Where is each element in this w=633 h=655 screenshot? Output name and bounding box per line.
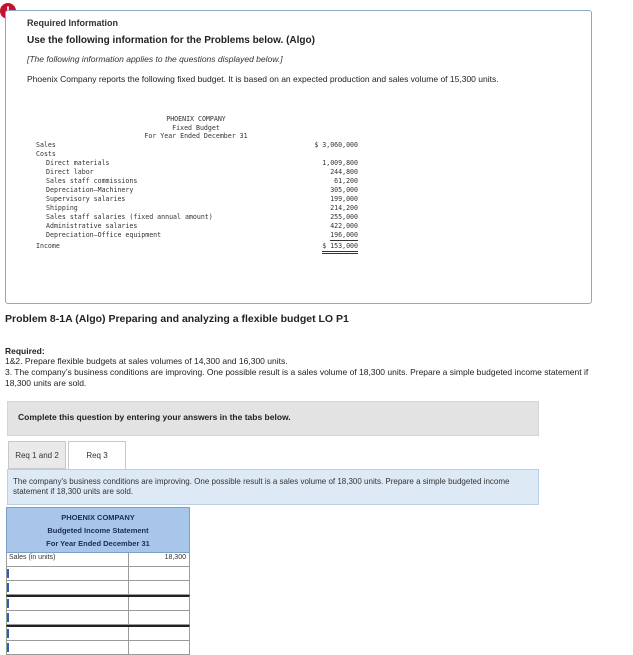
info-heading: Required Information: [27, 18, 119, 28]
budget-row: [36, 159, 366, 168]
statement-label-cell: [7, 581, 129, 594]
statement-input-row: [6, 641, 190, 655]
statement-value-cell: [129, 567, 189, 580]
budget-value: $ 3,060,000: [314, 140, 358, 149]
budget-value: 305,000: [330, 185, 358, 194]
tab-panel-text: The company's business conditions are improving. One possible result is a sales volume of 18,300 units. Prepare a simple budgeted income statement if 18,300 units are sold.: [13, 477, 510, 496]
statement-amount-input[interactable]: [129, 567, 189, 580]
budget-row-sales: [36, 141, 366, 150]
budget-value: 244,800: [330, 167, 358, 176]
budget-row-costs: [36, 150, 366, 159]
instructions-bar: [7, 401, 539, 436]
budget-value: $ 153,000: [322, 242, 358, 254]
budget-value: 61,200: [334, 176, 358, 185]
budget-row: [36, 195, 366, 204]
statement-value-cell: [129, 597, 189, 610]
budget-value: 1,009,800: [322, 158, 358, 167]
statement-label-cell: [7, 597, 129, 610]
budget-row-income: [36, 242, 366, 251]
statement-label-cell: [7, 641, 129, 654]
statement-value-cell: [129, 553, 189, 566]
budget-title: Fixed Budget: [172, 123, 220, 132]
statement-label-cell: [7, 627, 129, 640]
budget-label: Income: [36, 241, 60, 250]
info-note: [The following information applies to the questions displayed below.]: [27, 54, 283, 64]
budget-row: [36, 204, 366, 213]
budget-value: 255,000: [330, 212, 358, 221]
statement-input-row: [6, 611, 190, 625]
budgeted-income-statement: [6, 507, 190, 655]
budget-label: Depreciation—Machinery: [46, 185, 134, 194]
statement-title: Budgeted Income Statement: [47, 526, 149, 535]
budget-value: 199,000: [330, 194, 358, 203]
requirement-1-2: 1&2. Prepare flexible budgets at sales volumes of 14,300 and 16,300 units.: [5, 356, 288, 366]
sales-units-value: 18,300: [164, 554, 186, 561]
statement-label-cell: [7, 567, 129, 580]
budget-value: 196,000: [330, 230, 358, 239]
statement-header: [6, 507, 190, 553]
budget-company: PHOENIX COMPANY: [166, 115, 226, 123]
statement-input-row: [6, 567, 190, 581]
statement-amount-input[interactable]: [129, 641, 189, 654]
statement-value-cell: [129, 581, 189, 594]
statement-label-input[interactable]: [7, 627, 128, 640]
budget-label: Depreciation—Office equipment: [46, 230, 162, 239]
fixed-budget-table: [36, 115, 366, 251]
statement-label-input[interactable]: [7, 641, 128, 654]
statement-amount-input[interactable]: [129, 581, 189, 594]
budget-label: Sales staff salaries (fixed annual amount): [46, 212, 213, 221]
statement-amount-input[interactable]: [129, 597, 189, 610]
instructions-text: Complete this question by entering your answers in the tabs below.: [18, 412, 291, 422]
statement-value-cell: [129, 611, 189, 624]
statement-amount-input[interactable]: [129, 627, 189, 640]
statement-value-cell: [129, 641, 189, 654]
budget-period: For Year Ended December 31: [144, 132, 248, 140]
statement-input-row: [6, 581, 190, 595]
requirement-3: 3. The company’s business conditions are improving. One possible result is a sales volume of 18,300 units. Prepare a simple budgeted income statement if 18,300 units are sold.: [5, 367, 589, 388]
tab-panel-description: [7, 469, 539, 505]
budget-label: Direct materials: [46, 158, 110, 167]
statement-label-cell: [7, 611, 129, 624]
statement-label-cell: [7, 553, 129, 566]
statement-label-input[interactable]: [7, 581, 128, 594]
statement-label-input[interactable]: [7, 597, 128, 610]
statement-value-cell: [129, 627, 189, 640]
statement-company: PHOENIX COMPANY: [61, 513, 135, 522]
statement-amount-input[interactable]: [129, 611, 189, 624]
budget-row: [36, 186, 366, 195]
budget-label: Costs: [36, 149, 56, 158]
sales-units-label: Sales (in units): [9, 554, 56, 561]
info-paragraph: Phoenix Company reports the following fixed budget. It is based on an expected production and sales volume of 15,300 units.: [27, 74, 499, 84]
tab-req-1-and-2[interactable]: Req 1 and 2: [8, 441, 66, 469]
required-label: Required:: [5, 346, 45, 356]
budget-row: [36, 168, 366, 177]
budget-row: [36, 213, 366, 222]
statement-input-row: [6, 625, 190, 641]
budget-label: Sales: [36, 140, 56, 149]
problem-title: Problem 8-1A (Algo) Preparing and analyzing a flexible budget LO P1: [5, 313, 349, 325]
budget-row: [36, 222, 366, 231]
statement-period: For Year Ended December 31: [46, 539, 150, 548]
budget-value: 422,000: [330, 221, 358, 230]
budget-value: 214,200: [330, 203, 358, 212]
info-subheading: Use the following information for the Problems below. (Algo): [27, 35, 315, 46]
budget-label: Supervisory salaries: [46, 194, 126, 203]
requirements-text: [5, 356, 605, 389]
budget-label: Shipping: [46, 203, 78, 212]
tab-req-3[interactable]: Req 3: [68, 441, 126, 469]
budget-label: Administrative salaries: [46, 221, 138, 230]
statement-row-sales-units: [6, 553, 190, 567]
budget-label: Sales staff commissions: [46, 176, 138, 185]
budget-row: [36, 177, 366, 186]
budget-row: [36, 231, 366, 240]
statement-input-row: [6, 595, 190, 611]
statement-label-input[interactable]: [7, 567, 128, 580]
statement-label-input[interactable]: [7, 611, 128, 624]
budget-label: Direct labor: [46, 167, 94, 176]
